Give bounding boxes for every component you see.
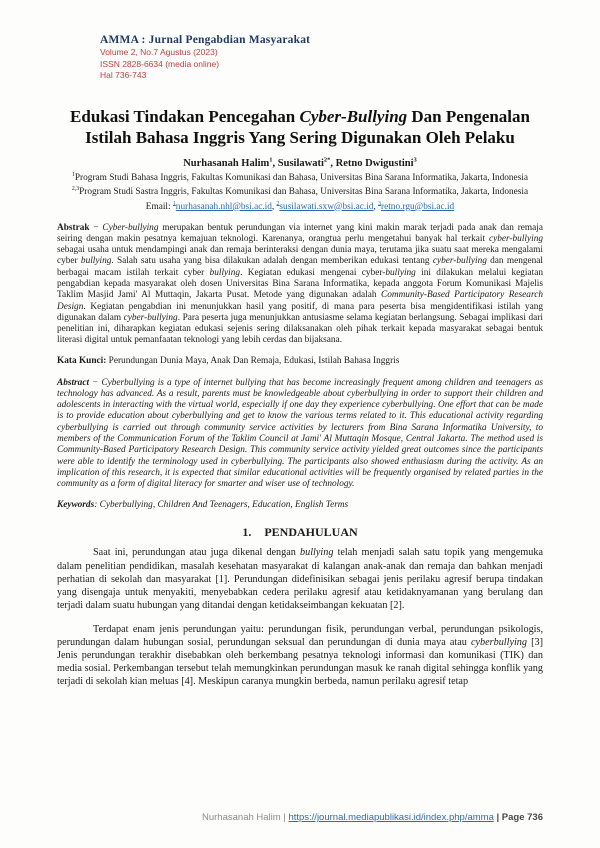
article-title [57, 106, 543, 148]
section-number: 1. [242, 525, 252, 540]
email-link[interactable]: susilawati.sxw@bsi.ac.id [279, 201, 374, 212]
journal-url-link[interactable]: https://journal.mediapublikasi.id/index.php/amma [288, 812, 494, 823]
pendahuluan-paragraph-1 [57, 546, 543, 612]
journal-issn-line: ISSN 2828-6634 (media online) [100, 58, 220, 69]
text-run: Dan Pengenalan Istilah Bahasa Inggris Yang Sering Digunakan Oleh Pelaku [85, 106, 530, 147]
text-run: Abstrak [57, 222, 90, 233]
email-superscript[interactable]: 3 [378, 200, 381, 207]
text-run: . Kegiatan edukasi mengenai cyber- [240, 267, 386, 278]
text-run: Cyber-Bullying [299, 106, 408, 126]
text-run: 2* [323, 156, 331, 163]
text-run: , Retno Dwigustini [330, 157, 414, 169]
kata-kunci-line [57, 356, 543, 368]
text-run: , [373, 201, 379, 212]
text-run: cyber-bullying [432, 256, 487, 267]
text-run: Program Studi Bahasa Inggris, Fakultas Komunikasi dan Bahasa, Universitas Bina Sarana Informatika, Jakarta, Indonesia [74, 172, 528, 183]
text-run: cyber-bullying [123, 312, 178, 323]
text-run: , [271, 201, 277, 212]
section-title: PENDAHULUAN [264, 525, 358, 540]
authors-line [57, 157, 543, 170]
text-run: . Salah satu usaha yang bisa dilakukan adalah dengan memberikan edukasi tentang [111, 256, 433, 267]
email-superscript[interactable]: 2 [276, 200, 280, 207]
text-run: Perundungan Dunia Maya, Anak Dan Remaja, Edukasi, Istilah Bahasa Inggris [106, 356, 400, 367]
abstract-english [57, 378, 543, 491]
text-run: : Cyberbullying, Children And Teenagers, Education, English Terms [94, 499, 349, 510]
affiliation-1 [57, 173, 543, 185]
text-run: [3] Jenis perundungan terakhir disebabkan oleh berkembang pesatnya teknologi informasi dan komunikasi (TIK) dan media sosial. Perkembangan tersebut telah memungkinkan perundungan masuk ke ranah digital sehingga konflik yang terjadi di sekolah kian meluas [4]. Meskipun caranya mungkin berbeda, namun perilaku agresif tetap [57, 636, 543, 688]
text-run: | Page 736 [493, 812, 543, 823]
text-run: Nurhasanah Halim | [202, 812, 289, 823]
text-run: merupakan bentuk perundungan via internet yang kini makin marak terjadi pada anak dan remaja seiring dengan makin pesatnya kemajuan teknologi. Karenanya, orangtua perlu mengetahui banyak hal terkait [57, 222, 543, 244]
text-run: Email: [145, 201, 173, 212]
text-run: sebagai usaha untuk mendampingi anak dan remaja berinteraksi dengan dunia maya, terutama jika suatu saat mereka mengalami cyber [57, 245, 543, 267]
text-run: Abstract [57, 377, 90, 388]
journal-header [100, 33, 543, 82]
journal-volume-line: Volume 2, No.7 Agustus (2023) [100, 47, 218, 57]
text-run: ini dilakukan melalui kegiatan pengabdian kepada masyarakat oleh dosen Universitas Bina Sarana Informatika, kepada anggota Forum Komunikasi Majelis Taklim Masjid Jami' Al Muttaqin, Jakarta Pusat. Metode yang digunakan adalah [57, 267, 543, 301]
text-run: Kata Kunci: [57, 356, 107, 367]
text-run: bullying [80, 256, 112, 267]
text-run: bullying [209, 267, 241, 278]
email-line [57, 201, 543, 213]
text-run: , Susilawati [272, 157, 324, 169]
pendahuluan-paragraph-2 [57, 623, 543, 689]
text-run: . Para peserta juga menunjukkan antusiasme selama kegiatan berlangsung. Sebagai implikasi dari penelitian ini, diharapkan kegiatan edukasi sejenis sering dilaksanakan oleh pihak terkait kepada masyarakat sebagai bentuk literasi digital untuk pemanfaatan teknologi yang lebih cerdas dan bijaksana. [57, 312, 543, 346]
text-run: bullying [300, 547, 334, 559]
email-link[interactable]: retno.rgu@bsi.ac.id [380, 201, 455, 212]
abstract-indonesian [57, 223, 543, 347]
text-run: dan mengenal berbagai macam istilah terkait cyber [57, 256, 543, 278]
text-run: Keywords [57, 499, 95, 510]
journal-pages-line: Hal 736-743 [100, 70, 147, 80]
text-run: Edukasi Tindakan Pencegahan [70, 106, 300, 126]
text-run: telah menjadi salah satu topik yang mengemuka dalam penelitian pendidikan, masalah kesehatan masyarakat di kalangan anak-anak dan remaja dan bahkan menjadi perhatian di sekolah dan masyarakat [1]. Perundungan didefinisikan sebagai jenis perilaku agresif berupa tindakan yang disengaja untuk menyakiti, menyebabkan cedera perilaku agresif atau ketidaknyamanan yang berulang dan terjadi dalam suatu hubungan yang ditandai dengan ketidakseimbangan kekuatan [2]. [57, 547, 543, 612]
text-run: Nurhasanah Halim [183, 157, 270, 169]
text-run: 1 [72, 171, 75, 178]
text-run: − [89, 222, 103, 233]
text-run: Community-Based Participatory Research Design [57, 290, 544, 312]
email-superscript[interactable]: 1 [172, 200, 176, 207]
journal-title: AMMA : Jurnal Pengabdian Masyarakat [100, 34, 311, 46]
text-run: Saat ini, perundungan atau juga dikenal dengan [93, 547, 301, 559]
text-run: Cyber-bullying [102, 222, 159, 233]
text-run: Program Studi Sastra Inggris, Fakultas Komunikasi dan Bahasa, Universitas Bina Sarana Informatika, Jakarta, Indonesia [79, 187, 529, 197]
section-heading-pendahuluan [57, 525, 543, 540]
text-run: 2,3 [71, 185, 80, 192]
affiliation-2 [57, 187, 543, 199]
page-footer [202, 812, 543, 824]
text-run: − Cyberbullying is a type of internet bullying that has become increasingly frequent among children and teenagers as technology has advanced. As a result, parents must be knowledgeable about cyberbullying in order to support their children and adolescents in interacting with the virtual world, especially if one day they experience cyberbullying. One effort that can be made is to provide education about cyberbullying and get to know the various terms related to it. This educational activity regarding cyberbullying is carried out through community service activities by lecturers from Bina Sarana Informatika University, to members of the Communication Forum of the Taklim Council at Jami' Al Muttaqin Mosque, Central Jakarta. The method used is Community-Based Participatory Research Design. This community service activity yielded great outcomes since the participants were able to identify the terminology used in cyberbullying. The participants also showed enthusiasm during the activity. As an implication of this research, it is expected that similar educational activities will be frequently organised by related parties in the community as a form of digital literacy for smarter and wiser use of technology. [57, 377, 543, 490]
text-run: cyberbullying [470, 636, 527, 648]
keywords-line [57, 500, 543, 512]
text-run: 1 [269, 156, 273, 163]
text-run: cyber-bullying [488, 233, 543, 244]
text-run: Terdapat enam jenis perundungan yaitu: perundungan fisik, perundungan verbal, perundungan psikologis, perundungan dalam hubungan sosial, perundungan seksual dan perundungan di dunia maya atau [57, 623, 543, 648]
text-run: 3 [413, 156, 417, 163]
email-link[interactable]: nurhasanah.nhl@bsi.ac.id [175, 201, 272, 212]
text-run: bullying [385, 267, 416, 278]
text-run: . Kegiatan pengabdian ini menunjukkan hasil yang positif, di mana para peserta bisa mengidentifikasi istilah yang digunakan dalam [57, 301, 543, 323]
